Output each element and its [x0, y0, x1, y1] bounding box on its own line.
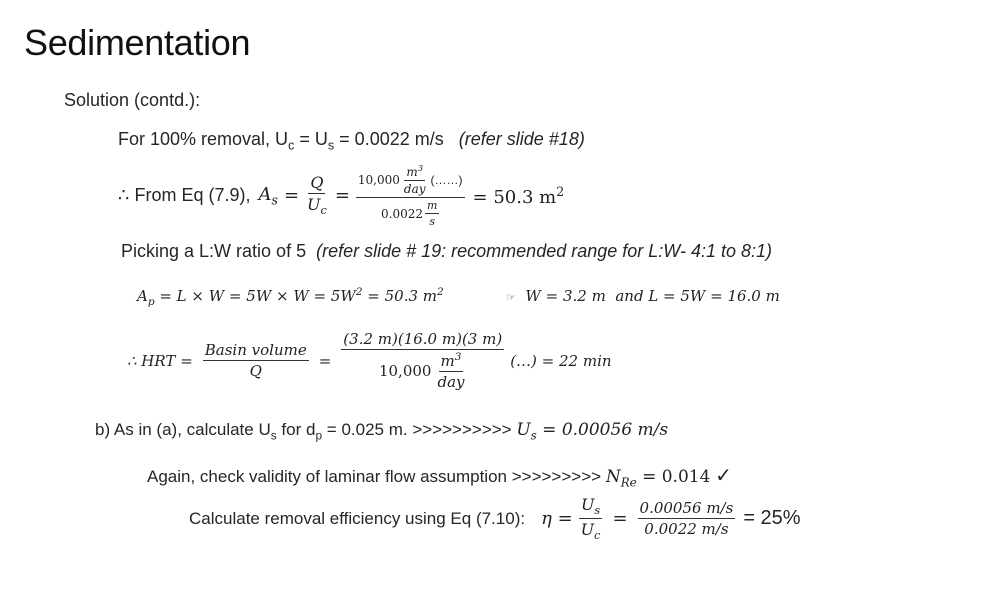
- reynolds-result: $N_{Re} = 0.014$: [605, 467, 711, 490]
- velocity-ratio: $\frac{0.00056 m/s}{0.0022 m/s}$: [639, 499, 734, 539]
- eq-prefix: ∴ From Eq (7.9),: [118, 185, 251, 205]
- area-equation: ∴ From Eq (7.9), $A_s$ = $\frac{Q}{U_c}$ = 10,000 $\frac{m^3}{\text{day}}$ (……) 0.0022 $\frac{m}{s}$ = 50.3 $m^2$: [118, 163, 565, 228]
- removal-line: [118, 129, 585, 153]
- us-over-uc: $\frac{U_s}{U_c}$: [580, 495, 601, 543]
- removal-value: = 0.0022 m/s: [334, 129, 444, 149]
- flow-over-velocity: 10,000 $\frac{m^3}{\text{day}}$ (……) 0.0022 $\frac{m}{s}$: [357, 163, 463, 228]
- efficiency-result: = 25%: [743, 507, 801, 530]
- slide-reference: (refer slide #18): [458, 129, 585, 149]
- settling-velocity-result: $U_s = 0.00056$ m/s: [516, 420, 669, 443]
- volume-over-flow: $\frac{\text{Basin volume}}{Q}$: [204, 341, 307, 380]
- checkmark-icon: ✓: [715, 463, 732, 487]
- part-b-line: b) As in (a), calculate $U_s$ for $d_p = 0.025$ m. >>>>>>>>>> $U_s = 0.00056$ m/s: [95, 420, 669, 443]
- dimension-result: ☞ W = 3.2 m and L = 5W = 16.0 m: [506, 287, 780, 305]
- eta-symbol: η =: [541, 508, 573, 530]
- solution-heading: Solution (contd.):: [64, 90, 201, 110]
- us-subscript: s: [327, 138, 335, 153]
- dimensions-over-flow: (3.2 m)(16.0 m)(3 m) 10,000 $\frac{m^3}{\text{day}}$: [343, 330, 503, 391]
- area-symbol: $A_s$: [258, 183, 278, 208]
- hrt-result: (…) = 22 min: [510, 351, 612, 370]
- page-title: Sedimentation: [24, 22, 251, 63]
- q-over-uc: $\frac{Q}{U_c}$: [307, 173, 327, 218]
- area-result: = 50.3 $m^2$: [472, 183, 565, 208]
- hrt-prefix: ∴ HRT =: [127, 351, 193, 370]
- laminar-check-line: Again, check validity of laminar flow assumption >>>>>>>>> $N_{Re} = 0.014$ ✓: [147, 463, 732, 490]
- ratio-reference: (refer slide # 19: recommended range for L:W- 4:1 to 8:1): [316, 241, 772, 261]
- uc-subscript: c: [288, 138, 295, 153]
- hrt-equation: ∴ HRT = $\frac{\text{Basin volume}}{Q}$ = (3.2 m)(16.0 m)(3 m) 10,000 $\frac{m^3}{\text{day}}$ (…) = 22 min: [127, 330, 612, 391]
- dimension-equation: $A_p = L \times W = 5W \times W = 5W^2 = 50.3$ $m^2$: [137, 286, 444, 308]
- removal-text: For 100% removal, U: [118, 129, 289, 149]
- ratio-text: Picking a L:W ratio of 5: [121, 241, 307, 261]
- pointer-icon: ☞: [506, 291, 516, 304]
- efficiency-text: Calculate removal efficiency using Eq (7.10):: [189, 508, 526, 528]
- removal-eq: = U: [294, 129, 328, 149]
- ratio-line: [121, 241, 772, 262]
- efficiency-line: Calculate removal efficiency using Eq (7.10): η = $\frac{U_s}{U_c}$ = $\frac{0.00056 m/s}{0.0022 m/s}$ = 25%: [189, 495, 801, 543]
